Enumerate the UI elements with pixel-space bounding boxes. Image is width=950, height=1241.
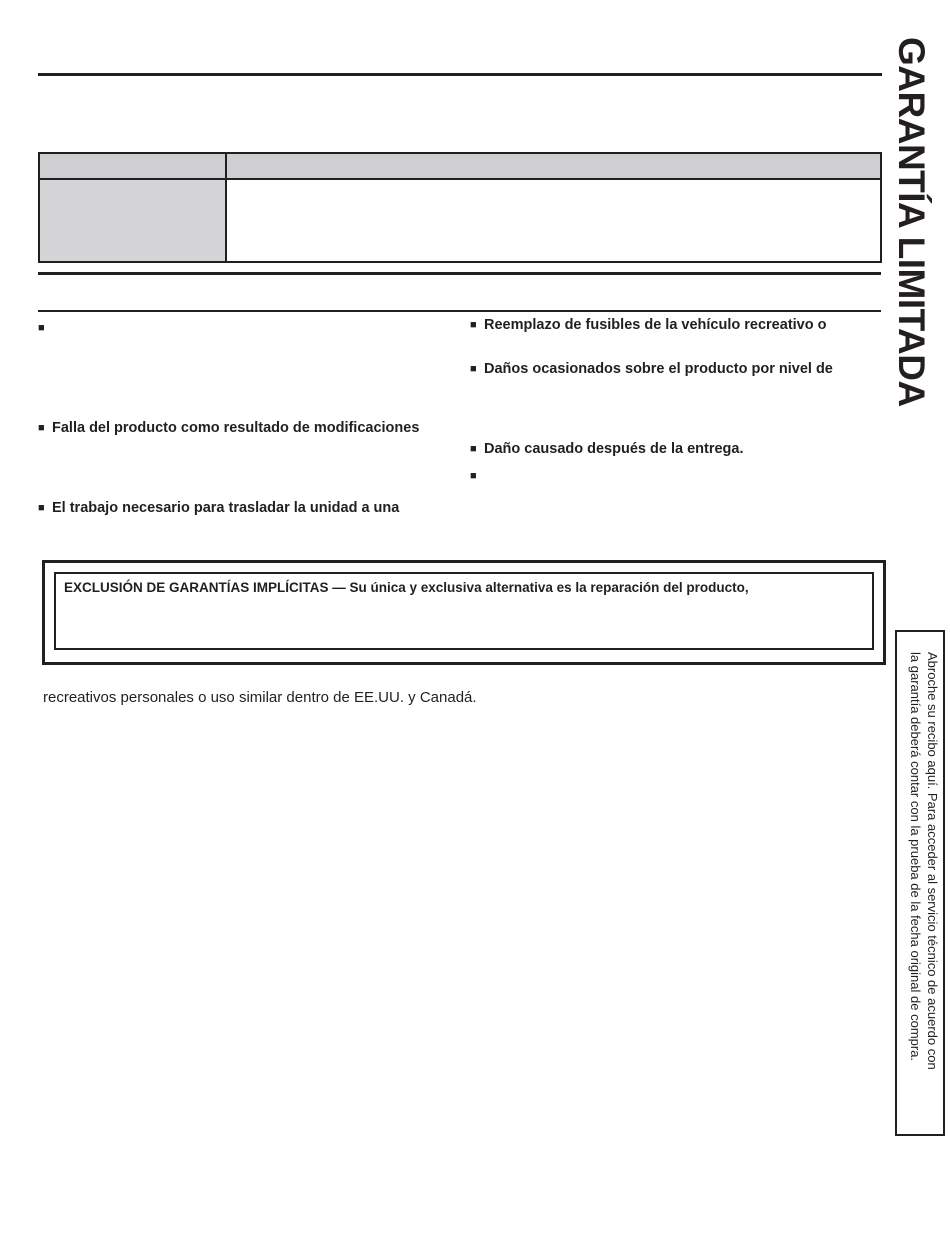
exclusion-item-left-3: El trabajo necesario para trasladar la unidad a una	[52, 500, 400, 516]
warranty-table-period-cell	[40, 180, 225, 261]
implied-warranty-box	[42, 560, 886, 665]
receipt-line-2: la garantía deberá contar con la prueba de la fecha original de compra.	[908, 652, 923, 1062]
side-title: GARANTÍA LIMITADA	[891, 37, 932, 407]
implied-warranty-inner-frame	[54, 572, 874, 650]
receipt-instructions	[901, 652, 941, 1122]
section-rule-upper	[38, 272, 881, 275]
receipt-staple-box	[895, 630, 945, 1136]
bullet-icon: ■	[470, 363, 477, 375]
warranty-table-divider	[225, 154, 227, 261]
bullet-icon: ■	[38, 422, 45, 434]
exclusion-item-left-2: Falla del producto como resultado de modificaciones	[52, 420, 420, 436]
receipt-line-1: Abroche su recibo aquí. Para acceder al servicio técnico de acuerdo con	[925, 652, 940, 1070]
warranty-table-header	[40, 154, 880, 180]
coverage-footnote: recreativos personales o uso similar dentro de EE.UU. y Canadá.	[43, 689, 477, 706]
section-rule-lower	[38, 310, 881, 312]
top-rule	[38, 73, 882, 76]
bullet-icon: ■	[470, 443, 477, 455]
warranty-table	[38, 152, 882, 263]
implied-warranty-text: EXCLUSIÓN DE GARANTÍAS IMPLÍCITAS — Su única y exclusiva alternativa es la reparación del producto,	[64, 580, 749, 595]
bullet-icon: ■	[470, 470, 477, 482]
bullet-icon: ■	[38, 322, 45, 334]
exclusion-item-right-1: Reemplazo de fusibles de la vehículo recreativo o	[484, 317, 827, 333]
bullet-icon: ■	[38, 502, 45, 514]
bullet-icon: ■	[470, 319, 477, 331]
exclusion-item-right-2: Daños ocasionados sobre el producto por nivel de	[484, 361, 833, 377]
exclusion-item-right-3: Daño causado después de la entrega.	[484, 441, 744, 457]
